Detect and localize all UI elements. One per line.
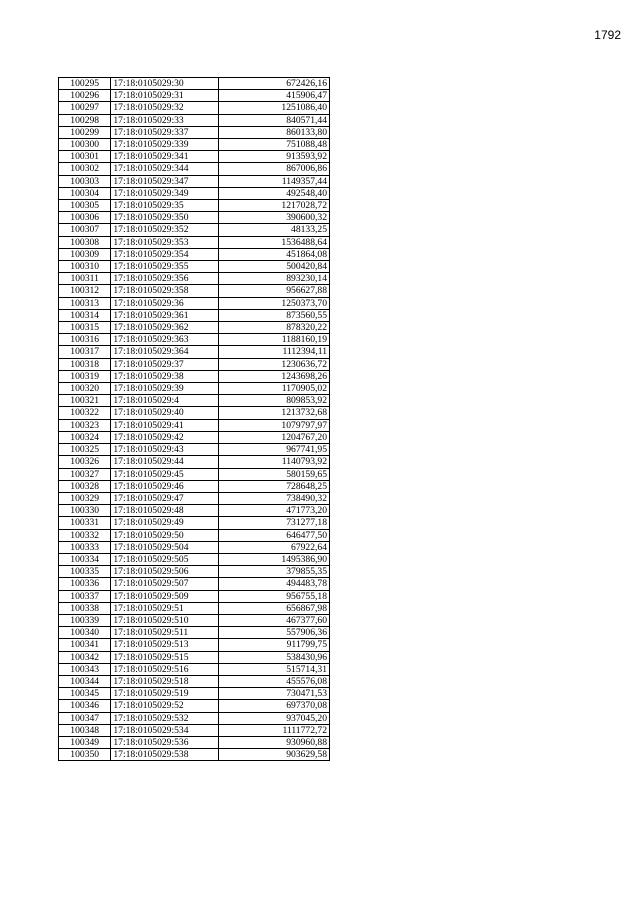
table-row (59, 90, 330, 102)
row-number-cell: 100336 (59, 578, 111, 590)
row-number-cell: 100316 (59, 334, 111, 346)
value-cell: 1250373,70 (219, 297, 330, 309)
row-number-cell: 100324 (59, 431, 111, 443)
row-number-cell: 100301 (59, 151, 111, 163)
table-row (59, 651, 330, 663)
row-number-cell: 100339 (59, 614, 111, 626)
table-row (59, 712, 330, 724)
cadastral-number-cell: 17:18:0105029:505 (111, 553, 219, 565)
table-row (59, 529, 330, 541)
cadastral-number-cell: 17:18:0105029:352 (111, 224, 219, 236)
cadastral-number-cell: 17:18:0105029:46 (111, 480, 219, 492)
table-row (59, 468, 330, 480)
cadastral-number-cell: 17:18:0105029:32 (111, 102, 219, 114)
value-cell: 390600,32 (219, 212, 330, 224)
table-row (59, 444, 330, 456)
row-number-cell: 100343 (59, 663, 111, 675)
table-row (59, 492, 330, 504)
row-number-cell: 100320 (59, 383, 111, 395)
row-number-cell: 100300 (59, 139, 111, 151)
cadastral-number-cell: 17:18:0105029:355 (111, 261, 219, 273)
value-cell: 1111772,72 (219, 724, 330, 736)
row-number-cell: 100345 (59, 688, 111, 700)
cadastral-number-cell: 17:18:0105029:51 (111, 602, 219, 614)
row-number-cell: 100299 (59, 126, 111, 138)
row-number-cell: 100335 (59, 566, 111, 578)
row-number-cell: 100333 (59, 541, 111, 553)
row-number-cell: 100348 (59, 724, 111, 736)
cadastral-number-cell: 17:18:0105029:37 (111, 358, 219, 370)
value-cell: 930960,88 (219, 736, 330, 748)
value-cell: 494483,78 (219, 578, 330, 590)
value-cell: 1495386,90 (219, 553, 330, 565)
table-row (59, 346, 330, 358)
row-number-cell: 100306 (59, 212, 111, 224)
cadastral-number-cell: 17:18:0105029:516 (111, 663, 219, 675)
value-cell: 1213732,68 (219, 407, 330, 419)
cadastral-number-cell: 17:18:0105029:506 (111, 566, 219, 578)
table-row (59, 187, 330, 199)
cadastral-number-cell: 17:18:0105029:44 (111, 456, 219, 468)
cadastral-number-cell: 17:18:0105029:347 (111, 175, 219, 187)
table-row (59, 749, 330, 761)
value-cell: 646477,50 (219, 529, 330, 541)
row-number-cell: 100297 (59, 102, 111, 114)
cadastral-number-cell: 17:18:0105029:48 (111, 505, 219, 517)
cadastral-number-cell: 17:18:0105029:364 (111, 346, 219, 358)
cadastral-table (58, 77, 330, 761)
row-number-cell: 100340 (59, 627, 111, 639)
value-cell: 538430,96 (219, 651, 330, 663)
table-row (59, 200, 330, 212)
table-row (59, 236, 330, 248)
value-cell: 956627,88 (219, 285, 330, 297)
table-row (59, 517, 330, 529)
value-cell: 500420,84 (219, 261, 330, 273)
value-cell: 1230636,72 (219, 358, 330, 370)
row-number-cell: 100347 (59, 712, 111, 724)
cadastral-number-cell: 17:18:0105029:510 (111, 614, 219, 626)
value-cell: 67922,64 (219, 541, 330, 553)
value-cell: 1251086,40 (219, 102, 330, 114)
value-cell: 809853,92 (219, 395, 330, 407)
table-row (59, 224, 330, 236)
value-cell: 415906,47 (219, 90, 330, 102)
table-row (59, 578, 330, 590)
value-cell: 878320,22 (219, 322, 330, 334)
table-body (59, 78, 330, 761)
value-cell: 911799,75 (219, 639, 330, 651)
row-number-cell: 100344 (59, 675, 111, 687)
table-row (59, 248, 330, 260)
table-row (59, 419, 330, 431)
table-row (59, 78, 330, 90)
value-cell: 1243698,26 (219, 370, 330, 382)
table-row (59, 383, 330, 395)
cadastral-number-cell: 17:18:0105029:361 (111, 309, 219, 321)
cadastral-number-cell: 17:18:0105029:30 (111, 78, 219, 90)
value-cell: 672426,16 (219, 78, 330, 90)
value-cell: 867006,86 (219, 163, 330, 175)
value-cell: 1188160,19 (219, 334, 330, 346)
value-cell: 728648,25 (219, 480, 330, 492)
value-cell: 1217028,72 (219, 200, 330, 212)
row-number-cell: 100325 (59, 444, 111, 456)
table-row (59, 309, 330, 321)
cadastral-number-cell: 17:18:0105029:507 (111, 578, 219, 590)
page-number: 1792 (594, 28, 621, 42)
cadastral-number-cell: 17:18:0105029:358 (111, 285, 219, 297)
cadastral-number-cell: 17:18:0105029:45 (111, 468, 219, 480)
value-cell: 738490,32 (219, 492, 330, 504)
row-number-cell: 100305 (59, 200, 111, 212)
cadastral-number-cell: 17:18:0105029:40 (111, 407, 219, 419)
cadastral-number-cell: 17:18:0105029:518 (111, 675, 219, 687)
table-row (59, 175, 330, 187)
row-number-cell: 100326 (59, 456, 111, 468)
value-cell: 873560,55 (219, 309, 330, 321)
cadastral-number-cell: 17:18:0105029:4 (111, 395, 219, 407)
table-row (59, 566, 330, 578)
row-number-cell: 100332 (59, 529, 111, 541)
table-row (59, 358, 330, 370)
row-number-cell: 100307 (59, 224, 111, 236)
cadastral-number-cell: 17:18:0105029:538 (111, 749, 219, 761)
table-row (59, 505, 330, 517)
cadastral-number-cell: 17:18:0105029:511 (111, 627, 219, 639)
value-cell: 893230,14 (219, 273, 330, 285)
row-number-cell: 100321 (59, 395, 111, 407)
table-row (59, 395, 330, 407)
row-number-cell: 100302 (59, 163, 111, 175)
row-number-cell: 100303 (59, 175, 111, 187)
row-number-cell: 100317 (59, 346, 111, 358)
cadastral-number-cell: 17:18:0105029:47 (111, 492, 219, 504)
table-row (59, 261, 330, 273)
cadastral-number-cell: 17:18:0105029:513 (111, 639, 219, 651)
table-row (59, 675, 330, 687)
row-number-cell: 100308 (59, 236, 111, 248)
value-cell: 730471,53 (219, 688, 330, 700)
value-cell: 467377,60 (219, 614, 330, 626)
table-row (59, 334, 330, 346)
cadastral-number-cell: 17:18:0105029:353 (111, 236, 219, 248)
cadastral-number-cell: 17:18:0105029:49 (111, 517, 219, 529)
cadastral-number-cell: 17:18:0105029:536 (111, 736, 219, 748)
row-number-cell: 100330 (59, 505, 111, 517)
cadastral-number-cell: 17:18:0105029:39 (111, 383, 219, 395)
cadastral-number-cell: 17:18:0105029:50 (111, 529, 219, 541)
value-cell: 492548,40 (219, 187, 330, 199)
cadastral-number-cell: 17:18:0105029:341 (111, 151, 219, 163)
cadastral-number-cell: 17:18:0105029:42 (111, 431, 219, 443)
cadastral-number-cell: 17:18:0105029:350 (111, 212, 219, 224)
value-cell: 451864,08 (219, 248, 330, 260)
table-row (59, 688, 330, 700)
table-row (59, 431, 330, 443)
value-cell: 471773,20 (219, 505, 330, 517)
cadastral-number-cell: 17:18:0105029:344 (111, 163, 219, 175)
row-number-cell: 100311 (59, 273, 111, 285)
row-number-cell: 100328 (59, 480, 111, 492)
value-cell: 656867,98 (219, 602, 330, 614)
row-number-cell: 100338 (59, 602, 111, 614)
value-cell: 1204767,20 (219, 431, 330, 443)
cadastral-number-cell: 17:18:0105029:515 (111, 651, 219, 663)
table-row (59, 614, 330, 626)
row-number-cell: 100319 (59, 370, 111, 382)
row-number-cell: 100298 (59, 114, 111, 126)
value-cell: 913593,92 (219, 151, 330, 163)
cadastral-number-cell: 17:18:0105029:339 (111, 139, 219, 151)
table-row (59, 114, 330, 126)
cadastral-number-cell: 17:18:0105029:534 (111, 724, 219, 736)
value-cell: 1112394,11 (219, 346, 330, 358)
row-number-cell: 100310 (59, 261, 111, 273)
value-cell: 557906,36 (219, 627, 330, 639)
row-number-cell: 100309 (59, 248, 111, 260)
table-row (59, 322, 330, 334)
value-cell: 956755,18 (219, 590, 330, 602)
row-number-cell: 100334 (59, 553, 111, 565)
cadastral-number-cell: 17:18:0105029:337 (111, 126, 219, 138)
cadastral-number-cell: 17:18:0105029:349 (111, 187, 219, 199)
cadastral-number-cell: 17:18:0105029:38 (111, 370, 219, 382)
row-number-cell: 100322 (59, 407, 111, 419)
row-number-cell: 100331 (59, 517, 111, 529)
cadastral-number-cell: 17:18:0105029:31 (111, 90, 219, 102)
table-row (59, 480, 330, 492)
cadastral-number-cell: 17:18:0105029:33 (111, 114, 219, 126)
cadastral-number-cell: 17:18:0105029:509 (111, 590, 219, 602)
cadastral-number-cell: 17:18:0105029:41 (111, 419, 219, 431)
row-number-cell: 100342 (59, 651, 111, 663)
table-row (59, 553, 330, 565)
value-cell: 937045,20 (219, 712, 330, 724)
value-cell: 379855,35 (219, 566, 330, 578)
cadastral-number-cell: 17:18:0105029:36 (111, 297, 219, 309)
value-cell: 580159,65 (219, 468, 330, 480)
row-number-cell: 100329 (59, 492, 111, 504)
cadastral-number-cell: 17:18:0105029:363 (111, 334, 219, 346)
table-row (59, 456, 330, 468)
value-cell: 731277,18 (219, 517, 330, 529)
value-cell: 697370,08 (219, 700, 330, 712)
row-number-cell: 100315 (59, 322, 111, 334)
table-row (59, 212, 330, 224)
cadastral-number-cell: 17:18:0105029:356 (111, 273, 219, 285)
row-number-cell: 100337 (59, 590, 111, 602)
value-cell: 1140793,92 (219, 456, 330, 468)
value-cell: 1149357,44 (219, 175, 330, 187)
row-number-cell: 100313 (59, 297, 111, 309)
value-cell: 48133,25 (219, 224, 330, 236)
row-number-cell: 100314 (59, 309, 111, 321)
table-row (59, 370, 330, 382)
value-cell: 967741,95 (219, 444, 330, 456)
table-row (59, 407, 330, 419)
table-row (59, 736, 330, 748)
table-row (59, 297, 330, 309)
table-row (59, 285, 330, 297)
value-cell: 1170905,02 (219, 383, 330, 395)
row-number-cell: 100295 (59, 78, 111, 90)
table-row (59, 139, 330, 151)
row-number-cell: 100341 (59, 639, 111, 651)
value-cell: 751088,48 (219, 139, 330, 151)
table-row (59, 163, 330, 175)
row-number-cell: 100312 (59, 285, 111, 297)
value-cell: 860133,80 (219, 126, 330, 138)
row-number-cell: 100296 (59, 90, 111, 102)
row-number-cell: 100304 (59, 187, 111, 199)
cadastral-number-cell: 17:18:0105029:35 (111, 200, 219, 212)
row-number-cell: 100318 (59, 358, 111, 370)
table-row (59, 627, 330, 639)
cadastral-number-cell: 17:18:0105029:43 (111, 444, 219, 456)
table-row (59, 102, 330, 114)
value-cell: 455576,08 (219, 675, 330, 687)
row-number-cell: 100349 (59, 736, 111, 748)
table-row (59, 602, 330, 614)
table-row (59, 724, 330, 736)
table-row (59, 541, 330, 553)
table-row (59, 151, 330, 163)
cadastral-number-cell: 17:18:0105029:52 (111, 700, 219, 712)
value-cell: 1079797,97 (219, 419, 330, 431)
row-number-cell: 100350 (59, 749, 111, 761)
row-number-cell: 100346 (59, 700, 111, 712)
cadastral-number-cell: 17:18:0105029:504 (111, 541, 219, 553)
row-number-cell: 100327 (59, 468, 111, 480)
cadastral-number-cell: 17:18:0105029:362 (111, 322, 219, 334)
cadastral-number-cell: 17:18:0105029:354 (111, 248, 219, 260)
value-cell: 1536488,64 (219, 236, 330, 248)
table-row (59, 126, 330, 138)
table-row (59, 700, 330, 712)
value-cell: 903629,58 (219, 749, 330, 761)
value-cell: 515714,31 (219, 663, 330, 675)
table-row (59, 663, 330, 675)
table-row (59, 590, 330, 602)
cadastral-number-cell: 17:18:0105029:519 (111, 688, 219, 700)
cadastral-number-cell: 17:18:0105029:532 (111, 712, 219, 724)
row-number-cell: 100323 (59, 419, 111, 431)
table-row (59, 273, 330, 285)
value-cell: 840571,44 (219, 114, 330, 126)
table-row (59, 639, 330, 651)
